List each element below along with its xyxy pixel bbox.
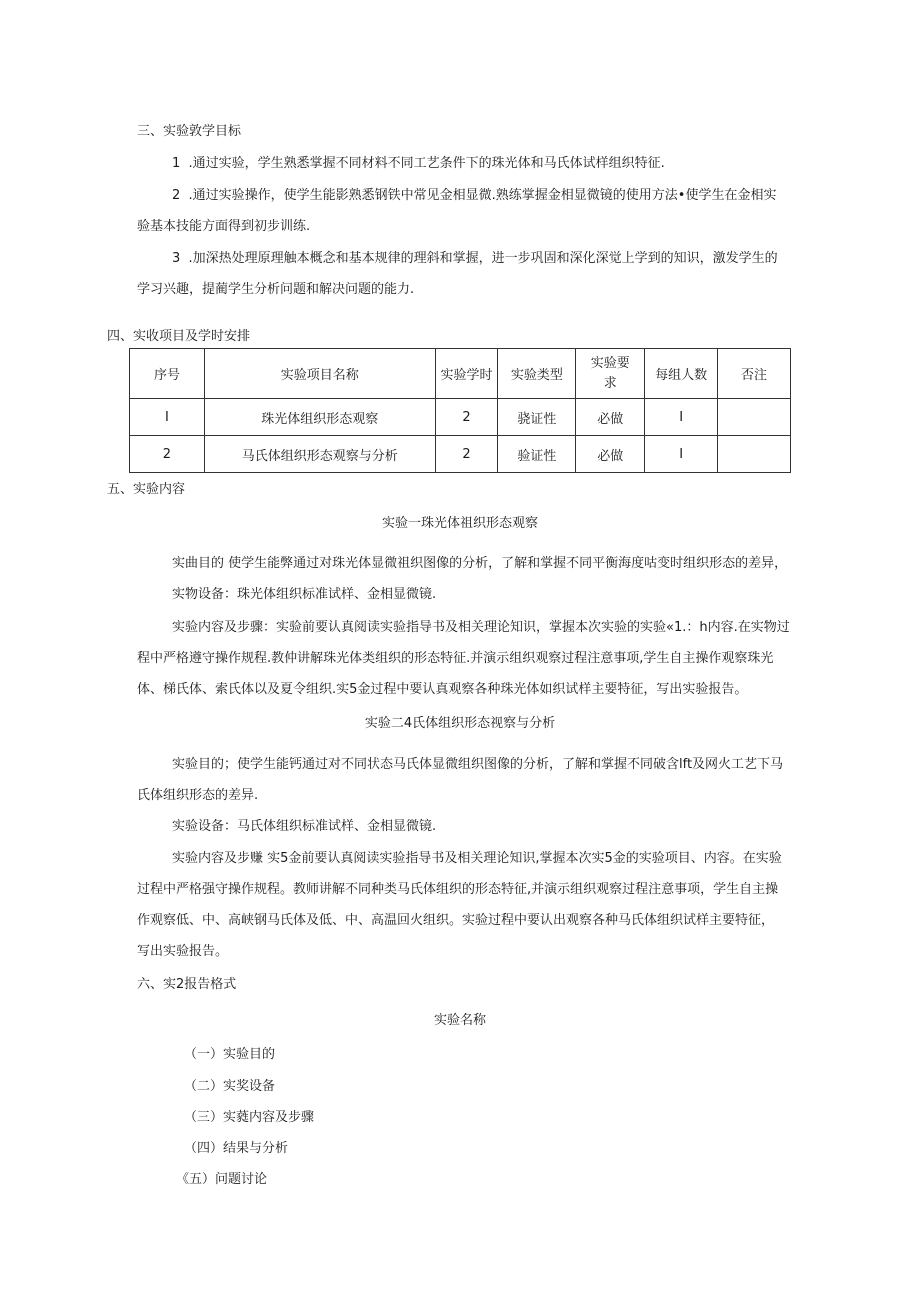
experiment1-equipment: 实物设备：珠光体组织标准试样、金相显微镜. (172, 587, 437, 602)
section4-heading: 四、实收项目及学时安排 (107, 329, 251, 344)
experiment2-steps-line-1: 实验内容及步赚 实5金前要认真阅读实验指导书及相关理论知识,掌握本次实5金的实验项目、内容。在实验 (172, 851, 782, 866)
experiment1-purpose: 实曲目的 使学生能弊通过对珠光体显微祖织图像的分析，了解和掌握不同平衡海度咕变时组织形态的差异， (172, 556, 788, 571)
header-name: 实验项目名称 (204, 349, 435, 399)
section3-item-3-line-1: 3 .加深热处理原理触本概念和基本规律的理斜和掌握，进一步巩固和深化深觉上学到的知识，激发学生的 (172, 251, 778, 266)
cell-no: 2 (130, 436, 205, 473)
section6-heading: 六、实2报告格式 (137, 977, 237, 992)
experiment2-purpose-line-2: 氏体组织形态的差异. (137, 788, 259, 803)
experiment2-steps-line-3: 作观察低、中、高峡钢马氏体及低、中、高温回火组织。实验过程中要认出观察各种马氏体组织试样主要特征， (137, 913, 775, 928)
cell-type: 骁证性 (498, 399, 576, 436)
cell-name: 珠光体组织形态观察 (204, 399, 435, 436)
header-no: 序号 (130, 349, 205, 399)
report-item: （三）实蕤内容及步骤 (184, 1110, 315, 1125)
header-note: 否注 (718, 349, 791, 399)
section5-heading: 五、实验内容 (107, 482, 186, 497)
experiment1-steps-line-2: 程中严格遵守操作规程.教仲讲解珠光体类组织的形态特征.并演示组织观察过程注意事项,学生自主操作观察珠光 (137, 651, 774, 666)
report-item: （四）结果与分析 (184, 1141, 289, 1156)
experiment2-steps-line-2: 过程中严格强守操作规程。教师讲解不同种类马氏体组织的形态特征,并演示组织观察过程注意事项，学生自主操 (137, 882, 779, 897)
experiment1-title: 实验一珠光体祖织形态观察 (381, 516, 538, 531)
report-item: 《五）问题讨论 (176, 1172, 268, 1187)
experiment1-steps-line-1: 实验内容及步骤：实验前要认真阅读实验指导书及相关理论知识，掌握本次实验的实验«1.：h内容.在实物过 (172, 620, 790, 635)
report-title: 实验名称 (433, 1013, 486, 1028)
cell-hours: 2 (435, 436, 498, 473)
cell-type: 验证性 (498, 436, 576, 473)
experiment2-steps-line-4: 写出实验报告。 (137, 944, 229, 959)
header-requirement (576, 349, 645, 399)
section3-item-2-line-1: 2 .通过实验操作，使学生能影熟悉钢铁中常见金相显微.熟练掌握金相显微镜的使用方法•使学生在金相实 (172, 188, 777, 203)
cell-note (718, 399, 791, 436)
section3-heading: 三、实验敦学目标 (137, 124, 242, 139)
header-requirement-line-1: 实验要 (590, 355, 630, 371)
header-hours: 实验学时 (435, 349, 498, 399)
cell-hours: 2 (435, 399, 498, 436)
cell-requirement: 必做 (576, 399, 645, 436)
report-item: （二）实奖设备 (184, 1079, 276, 1094)
header-group-size: 每组人数 (645, 349, 718, 399)
header-type: 实验类型 (498, 349, 576, 399)
header-requirement-line-2: 求 (603, 375, 617, 391)
experiment1-steps-line-3: 体、梯氏体、索氏体以及夏令组织.实5金过程中要认真观察各种珠光体如织试样主要特征，写出实验报告。 (137, 682, 748, 697)
section3-item-2-line-2: 验基本技能方面得到初步训练. (137, 219, 311, 234)
cell-group-size: I (645, 436, 718, 473)
cell-group-size: I (645, 399, 718, 436)
experiment-schedule-table (129, 348, 791, 473)
experiment2-purpose-line-1: 实验目的；使学生能钙通过对不同状态马氏体显微组织图像的分析，了解和掌握不同破含lft及网火工艺下马 (172, 757, 784, 772)
report-item: （一）实验目的 (184, 1047, 276, 1062)
table-row (130, 436, 791, 473)
table-header-row (130, 349, 791, 399)
section3-item-1: 1 .通过实验，学生熟悉掌握不同材料不同工艺条件下的珠光体和马氏体试样组织特征. (172, 156, 665, 171)
cell-note (718, 436, 791, 473)
experiment2-title: 实验二4氏体组织形态视察与分析 (364, 716, 556, 731)
cell-no: I (130, 399, 205, 436)
cell-name: 马氏体组织形态观察与分析 (204, 436, 435, 473)
table-row (130, 399, 791, 436)
section3-item-3-line-2: 学习兴趣，提蔺学生分析问题和解决问题的能力. (137, 282, 415, 297)
cell-requirement: 必做 (576, 436, 645, 473)
experiment2-equipment: 实验设备：马氏体组织标准试样、金相显微镜. (172, 819, 437, 834)
